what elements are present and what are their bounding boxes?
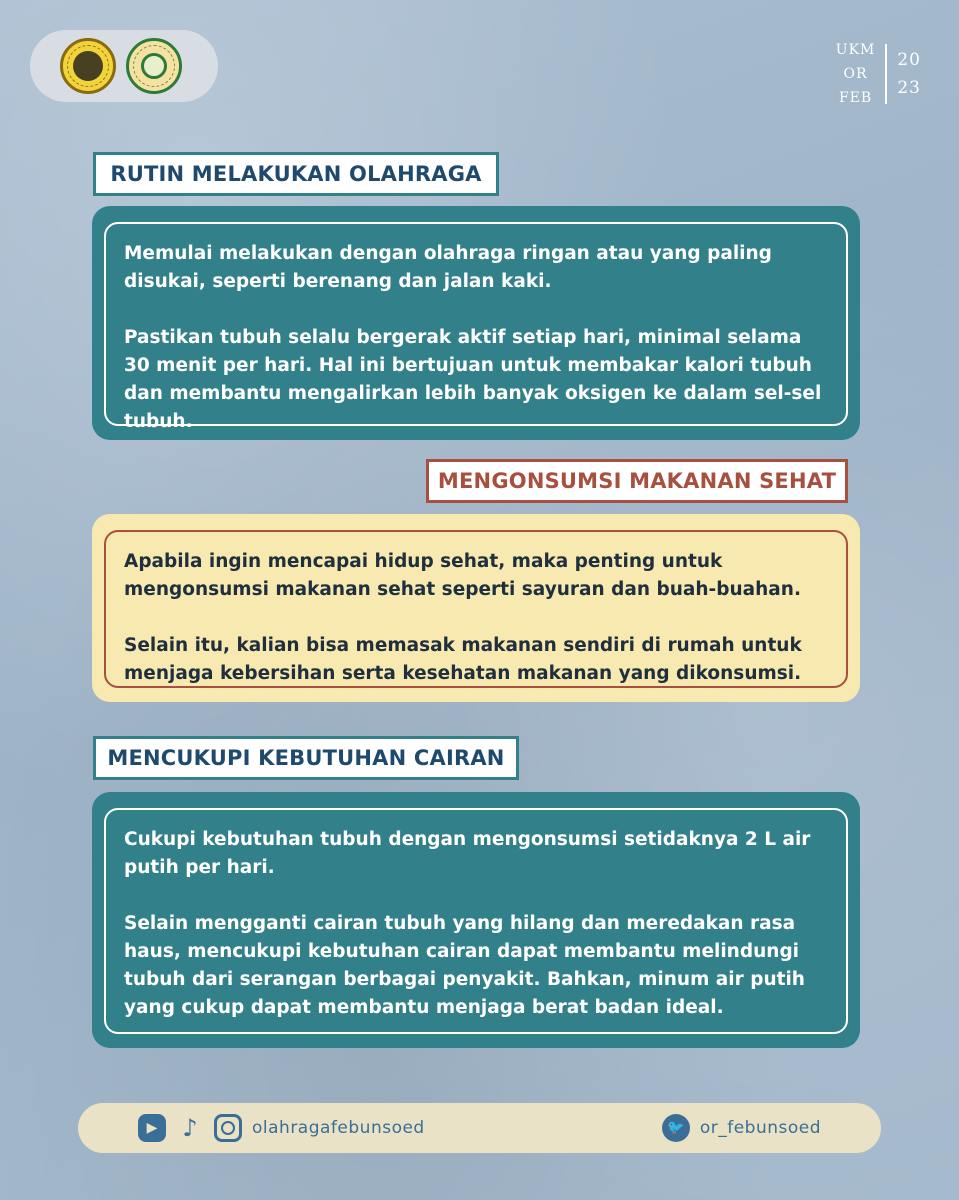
section-title-cairan: MENCUKUPI KEBUTUHAN CAIRAN (93, 736, 519, 780)
badge-year-bottom: 23 (897, 78, 921, 98)
badge-divider (885, 44, 887, 104)
card-makanan-content (104, 530, 848, 688)
university-logo (60, 38, 116, 94)
section-title-olahraga: RUTIN MELAKUKAN OLAHRAGA (93, 152, 499, 196)
card-olahraga (92, 206, 860, 440)
badge-feb: FEB (838, 90, 873, 106)
paragraph: Cukupi kebutuhan tubuh dengan mengonsumsi setidaknya 2 L air putih per hari. (124, 829, 811, 878)
tiktok-icon[interactable]: ♪ (182, 1114, 198, 1142)
instagram-icon[interactable] (214, 1114, 242, 1142)
twitter-icon[interactable]: 🐦 (662, 1114, 690, 1142)
instagram-handle[interactable]: olahragafebunsoed (252, 1118, 425, 1138)
paragraph: Memulai melakukan dengan olahraga ringan atau yang paling disukai, seperti berenang dan jalan kaki. (124, 243, 772, 292)
paragraph: Pastikan tubuh selalu bergerak aktif setiap hari, minimal selama 30 menit per hari. Hal ini bertujuan untuk membakar kalori tubuh dan membantu mengalirkan lebih banyak oksigen ke dalam sel-sel tubuh. (124, 327, 822, 432)
section-title-makanan: MENGONSUMSI MAKANAN SEHAT (426, 459, 848, 503)
paragraph: Selain itu, kalian bisa memasak makanan sendiri di rumah untuk menjaga kebersihan serta kesehatan makanan yang dikonsumsi. (124, 635, 802, 684)
card-olahraga-content (104, 222, 848, 432)
card-cairan (92, 792, 860, 1048)
badge-or: OR (843, 66, 868, 82)
badge-year-top: 20 (897, 50, 921, 70)
logo-pill (30, 30, 218, 102)
paragraph: Apabila ingin mencapai hidup sehat, maka penting untuk mengonsumsi makanan sehat seperti sayuran dan buah-buahan. (124, 551, 801, 600)
paragraph: Selain mengganti cairan tubuh yang hilang dan meredakan rasa haus, mencukupi kebutuhan cairan dapat membantu melindungi tubuh dari serangan berbagai penyakit. Bahkan, minum air putih yang cukup dapat membantu menjaga berat badan ideal. (124, 913, 805, 1018)
card-makanan (92, 514, 860, 702)
card-cairan-content (104, 808, 848, 1034)
badge-ukm: UKM (835, 42, 876, 58)
ukm-badge (836, 38, 921, 110)
social-footer (78, 1103, 881, 1153)
ukm-olahraga-logo (126, 38, 182, 94)
youtube-icon[interactable]: ▶ (138, 1114, 166, 1142)
twitter-handle[interactable]: or_febunsoed (699, 1118, 821, 1138)
